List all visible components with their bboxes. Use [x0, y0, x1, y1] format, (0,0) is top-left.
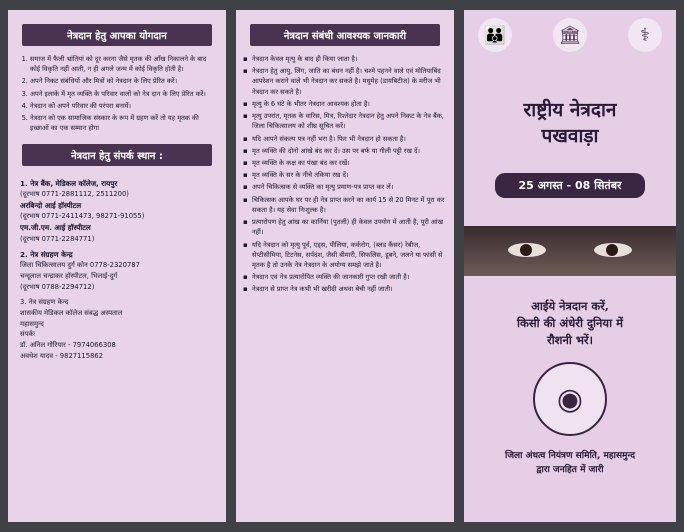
list-item: ▪ अपने चिकित्सक से व्यक्ति का मृत्यु प्रमाण-पत्र प्राप्त कर लें।	[252, 182, 446, 192]
list-item: ▪ मृत्यु के 6 घंटे के भीतर नेत्रदान आवश्यक होता है।	[252, 99, 446, 109]
contribution-heading: नेत्रदान हेतु आपका योगदान	[22, 24, 212, 46]
contact-line: (दूरभाष 0771-2411473, 98271-91055)	[20, 212, 145, 221]
list-item: ▪ चिकित्सक आपके घर पर ही नेत्र प्राप्त करने का कार्य 15 से 20 मिनट में पूरा कर सकता है। यह सेवा निःशुल्क है।	[252, 195, 446, 215]
health-logo-icon: ⚕	[628, 18, 662, 52]
list-item: ▪ यदि नेत्रदान को मृत्यु पूर्व, एड्स, पीलिया, कर्करोग, (ब्लड कैंसर) रेबीज, सेप्टीसीमिया, टिटनेस, सर्पदंश, जैसी बीमारी, सिफलिस, डूबने, जलने या फांसी से मृतक है तो उनके नेत्र नेत्रदान के अयोग्य समझे जाते है।	[252, 240, 446, 271]
footer-line: द्वारा जनहित में जारी	[536, 464, 604, 475]
logo-row	[464, 10, 676, 52]
contact-block	[20, 297, 216, 362]
contact-line: संपर्कः	[20, 330, 36, 339]
list-item: ▪ मृत्यु उपरांत, मृतक के वारिस, मित्र, रिश्तेदार नेत्रदान हेतु अपने निकट के नेत्र बैंक, जिला चिकित्सालय को शीघ्र सूचित करें।	[252, 111, 446, 131]
state-emblem-icon: 🏛	[553, 18, 587, 52]
cover-panel	[464, 10, 676, 522]
eye-icon	[594, 243, 632, 257]
contact-name: 1. नेत्र बैंक, मेडिकल कॉलेज, रायपुर	[20, 178, 118, 188]
eyes-image	[464, 226, 676, 276]
appeal-text	[464, 298, 676, 348]
appeal-line: रौशनी भरें।	[546, 332, 593, 347]
list-item: 5. नेत्रदान को एक सामाजिक संस्कार के रूप में ग्रहण करें तो यह मृतक की इच्छाओं का एक सम्मान होगा	[30, 113, 216, 133]
list-item: ▪ मृत व्यक्ति की दोनो आंखे बंद कर दें। उस पर बर्फ या गीली पट्टी रख दें।	[252, 146, 446, 156]
left-panel	[8, 10, 226, 522]
list-item: ▪ प्रत्यारोपण हेतु आंख का कार्निया (पुतली) ही केवल उपयोग में आती है, पूरी आंख नहीं।	[252, 217, 446, 237]
contact-line: (दूरभाष 0771-2284771)	[20, 234, 95, 243]
blindness-control-emblem-icon: ◉	[533, 362, 607, 436]
title-line: राष्ट्रीय नेत्रदान	[523, 99, 617, 121]
issuer-footer	[464, 450, 676, 477]
contact-line: (दूरभाष 0788-2294712)	[20, 282, 95, 291]
info-list	[236, 54, 454, 295]
list-item: 3. अपने इलाके में मृत व्यक्ति के परिवार वालों को नेत्र दान के लिए प्रेरित करें।	[30, 89, 216, 99]
list-item: ▪ मृत व्यक्ति के सर के नीचे तकिया रख दें।	[252, 170, 446, 180]
list-item: 1. समाज में फैली भ्रांतियां को दूर करना जैसे मृतक की आँख निकालने के बाद कोई विकृति नहीं आती, न ही अगले जन्म में कोई विकृति होती है।	[30, 54, 216, 74]
contact-line: (दूरभाष 0771-2881112, 2511200)	[20, 190, 129, 199]
middle-panel	[236, 10, 454, 522]
contact-line: शासकीय मेडिकल कॉलेज संबद्ध अस्पताल	[20, 308, 123, 317]
contribution-list	[8, 54, 226, 134]
footer-line: जिला अंधत्व नियंत्रण समिति, महासमुन्द	[505, 451, 635, 462]
contact-line: एम.जी.एम. आई हॉस्पीटल	[20, 223, 91, 233]
contact-block	[20, 178, 216, 245]
list-item: ▪ नेत्रदान केवल मृत्यु के बाद ही किया जाता है।	[252, 54, 446, 64]
list-item: 2. अपने निकट संबंधियों और मित्रों को नेत्रदान के लिए प्रेरित करें।	[30, 76, 216, 86]
list-item: ▪ मृत व्यक्ति के कक्ष का पंखा बंद कर रखें।	[252, 158, 446, 168]
list-item: ▪ नेत्रदान एवं नेत्र प्रत्यारोपित व्यक्ति की जानकारी गुप्त रखी जाती है।	[252, 272, 446, 282]
list-item: ▪ नेत्रदान हेतु आयु, लिंग, जाति का बंधन नहीं है। चश्मे पहनने वाले एवं मोतियाबिंद आपरेशन कराने वाले भी नेत्रदान कर सकते है। मधुमेह (डायबिटीज) के मरीज भी नेत्रदान कर सकते है।	[252, 66, 446, 97]
contact-name: 2. नेत्र संग्रहण केन्द्र	[20, 249, 73, 259]
contact-line: महासमुन्द	[20, 319, 44, 328]
campaign-title	[464, 98, 676, 149]
eye-icon	[508, 243, 546, 257]
family-logo-icon: 👪	[478, 18, 512, 52]
contact-block	[20, 249, 216, 293]
date-badge: 25 अगस्त - 08 सितंबर	[495, 173, 645, 198]
contact-heading: नेत्रदान हेतु संपर्क स्थान :	[22, 144, 212, 166]
contact-line: अवधेश यादव - 9827115862	[20, 352, 104, 361]
title-line: पखवाड़ा	[541, 124, 599, 147]
contact-name: 3. नेत्र संग्रहण केन्द	[20, 297, 69, 306]
appeal-line: किसी की अंधेरी दुनिया में	[517, 315, 623, 330]
contact-line: जिला चिकित्सालय दुर्ग कोन 0778-2320787	[20, 261, 140, 270]
contact-list	[8, 174, 226, 363]
appeal-line: आईये नेत्रदान करें,	[531, 299, 609, 314]
list-item: ▪ नेत्रदान से प्राप्त नेत्र कभी भी खरीदी अथवा बेची नहीं जाती।	[252, 284, 446, 294]
contact-line: अरबिन्दो आई हॉस्पीटल	[20, 200, 82, 210]
contact-line: डॉ. अनिल गोरियार - 7974066308	[20, 341, 116, 350]
list-item: 4. नेत्रदान को अपने परिवार की परंपरा बनायें।	[30, 101, 216, 111]
list-item: ▪ यदि आपने संकल्प पत्र नहीं भरा है। फिर भी नेत्रदान हो सकता है।	[252, 134, 446, 144]
contact-line: चन्दूलाल चन्द्राकर हॉस्पीटल, भिलाई-दुर्ग	[20, 272, 118, 281]
info-heading: नेत्रदान संबंधी आवश्यक जानकारी	[250, 24, 440, 46]
